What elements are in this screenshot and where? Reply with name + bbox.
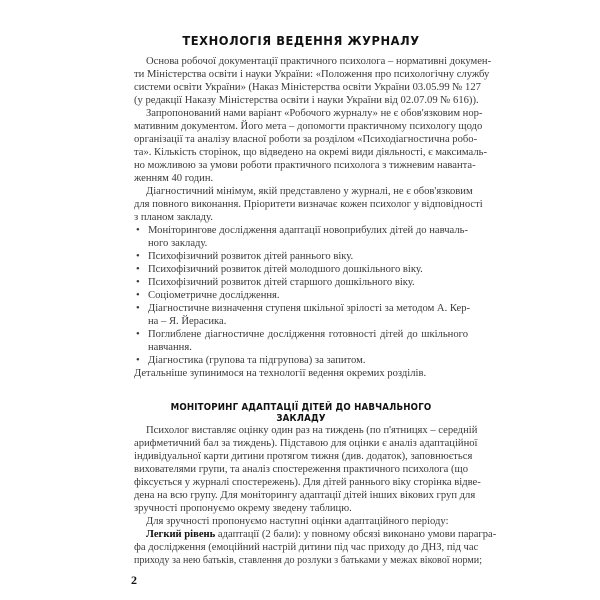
paragraph-line: арифметичний бал за тиждень). Підставою для оцінки є аналіз адаптаційної <box>134 438 478 449</box>
page-number: 2 <box>131 573 137 587</box>
paragraph-line: індивідуальної карти дитини протягом тижня (див. додаток), заповнюється <box>134 451 473 462</box>
paragraph-line: Основа робочої документації практичного психолога – нормативні докумен- <box>146 56 492 67</box>
bullet-icon: • <box>136 355 140 366</box>
paragraph-line: Запропонований нами варіант «Робочого журналу» не є обов'язковим нор- <box>146 108 483 119</box>
paragraph-line: Для зручності пропонуємо наступні оцінки адаптаційного періоду: <box>146 516 449 527</box>
paragraph-line: женням 40 годин. <box>134 173 214 184</box>
paragraph-line: Легкий рівень адаптації (2 бали): у повному обсязі виконано умови парагра- <box>146 529 497 540</box>
paragraph-line: но можливою за умови роботи практичного психолога з тижневим наванта- <box>134 160 476 171</box>
paragraph-line: для повного виконання. Пріоритети визначає кожен психолог у відповідності <box>134 199 483 210</box>
paragraph-line: фіксується у журналі спостережень). Для дітей раннього віку сторінка відве- <box>134 477 481 488</box>
paragraph-line: дена на всю групу. Для моніторингу адаптації дітей інших вікових груп для <box>134 490 476 501</box>
paragraph-line: ти Міністерства освіти і науки України: «Положення про психологічну службу <box>134 69 490 80</box>
paragraph-line: організації та аналізу власної роботи за розділом «Психодіагностична робо- <box>134 134 478 145</box>
paragraph-line: мативним документом. Його мета – допомогти практичному психологу щодо <box>134 121 483 132</box>
paragraph-line: Детальніше зупинимося на технології ведення окремих розділів. <box>134 368 427 379</box>
bullet-icon: • <box>136 290 140 301</box>
bullet-icon: • <box>136 264 140 275</box>
paragraph-line: Психолог виставляє оцінку один раз на тиждень (по п'ятницях – середній <box>146 425 478 436</box>
bullet-icon: • <box>136 303 140 314</box>
paragraph-line: (у редакції Наказу Міністерства освіти і науки України від 02.07.09 № 616)). <box>134 95 479 106</box>
bullet-icon: • <box>136 329 140 340</box>
paragraph-line: Діагностичний мінімум, якій представлено у журналі, не є обов'язковим <box>146 186 473 197</box>
bullet-icon: • <box>136 277 140 288</box>
paragraph-line: та». Кількість сторінок, що відведено на окремі види діяльності, є максималь- <box>134 147 487 158</box>
page-title: ТЕХНОЛОГІЯ ВЕДЕННЯ ЖУРНАЛУ <box>182 33 420 48</box>
section-heading: МОНІТОРИНГ АДАПТАЦІЇ ДІТЕЙ ДО НАВЧАЛЬНОГО ЗАКЛАДУ <box>170 402 432 424</box>
paragraph-line: вихователями групи, та аналіз спостереження практичного психолога (що <box>134 464 468 475</box>
paragraph-line: зручності пропонуємо окрему зведену таблицю. <box>134 503 352 514</box>
paragraph-line: з планом закладу. <box>134 212 213 223</box>
bullet-icon: • <box>136 225 140 236</box>
paragraph-line: системи освіти України» (Наказ Міністерства освіти України 03.05.99 № 127 <box>134 82 481 93</box>
paragraph-line: фа дослідження (емоційний настрій дитини під час приходу до ДНЗ, під час <box>134 542 479 553</box>
bullet-icon: • <box>136 251 140 262</box>
easy-level-label: Легкий рівень <box>146 529 216 540</box>
paragraph-line: приходу за нею батьків, ставлення до розлуки з батьками у межах вікової норми; <box>134 555 483 566</box>
